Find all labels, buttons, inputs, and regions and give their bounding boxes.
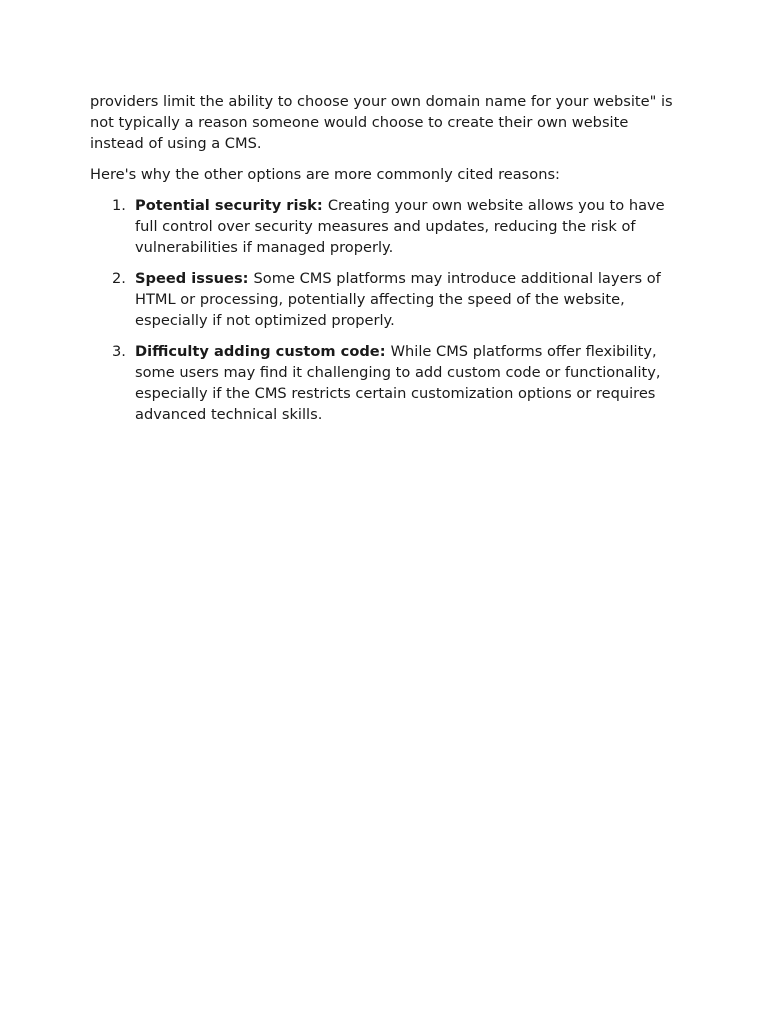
list-item-text: Creating your own website allows you to have full control over security measures and updates, reducing the risk of vulnerabilities if managed properly. [135,197,665,256]
list-item-number: 3. [112,343,126,360]
list-item-term: Potential security risk: [135,197,328,214]
list-item-text: Some CMS platforms may introduce additional layers of HTML or processing, potentially affecting the speed of the website, especially if not optimized properly. [135,270,661,329]
reasons-list [90,195,682,425]
list-item-term: Speed issues: [135,270,254,287]
list-item-number: 2. [112,270,126,287]
list-item-term: Difficulty adding custom code: [135,343,391,360]
list-item [90,341,682,425]
document-body [90,91,682,435]
lead-in-paragraph: Here's why the other options are more commonly cited reasons: [90,166,560,183]
intro-paragraph: providers limit the ability to choose your own domain name for your website" is not typically a reason someone would choose to create their own website instead of using a CMS. [90,93,673,152]
list-item [90,195,682,258]
list-item-number: 1. [112,197,126,214]
list-item [90,268,682,331]
list-item-text: While CMS platforms offer flexibility, some users may find it challenging to add custom code or functionality, especially if the CMS restricts certain customization options or requires advanced technical skills. [135,343,661,423]
